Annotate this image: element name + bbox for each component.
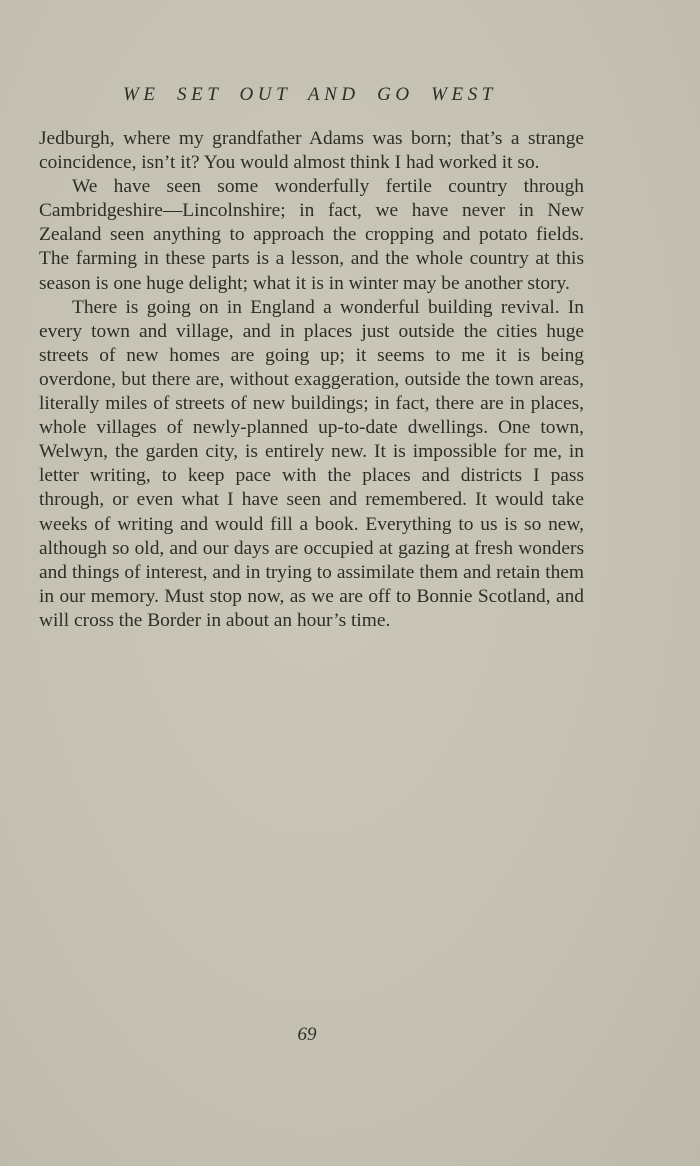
paragraph-2: We have seen some wonderfully fertile country through Cambridgeshire—Lincolnshire; in fact, we have never in New Zealand seen anything to approach the cropping and potato fields. The farming in these parts is a lesson, and the whole country at this season is one huge delight; what it is in winter may be another story. <box>39 176 584 294</box>
paragraph-1: Jedburgh, where my grandfather Adams was born; that’s a strange coincidence, isn’t it? You would almost think I had worked it so. <box>39 128 584 174</box>
paragraph-3: There is going on in England a wonderful building revival. In every town and village, and in places just outside the cities huge streets of new homes are going up; it seems to me it is being overdone, but there are, without exaggeration, outside the town areas, literally miles of streets of new buildings; in fact, there are in places, whole villages of newly-planned up-to-date dwellings. One town, Welwyn, the garden city, is entirely new. It is impossible for me, in letter writing, to keep pace with the places and districts I pass through, or even what I have seen and remembered. It would take weeks of writing and would fill a book. Everything to us is so new, although so old, and our days are occupied at gazing at fresh wonders and things of interest, and in trying to assimilate them and retain them in our memory. Must stop now, as we are off to Bonnie Scotland, and will cross the Border in about an hour’s time. <box>39 296 584 631</box>
page-number: 69 <box>297 1024 317 1045</box>
running-head: WE SET OUT AND GO WEST <box>123 84 497 105</box>
body-text <box>39 127 584 633</box>
